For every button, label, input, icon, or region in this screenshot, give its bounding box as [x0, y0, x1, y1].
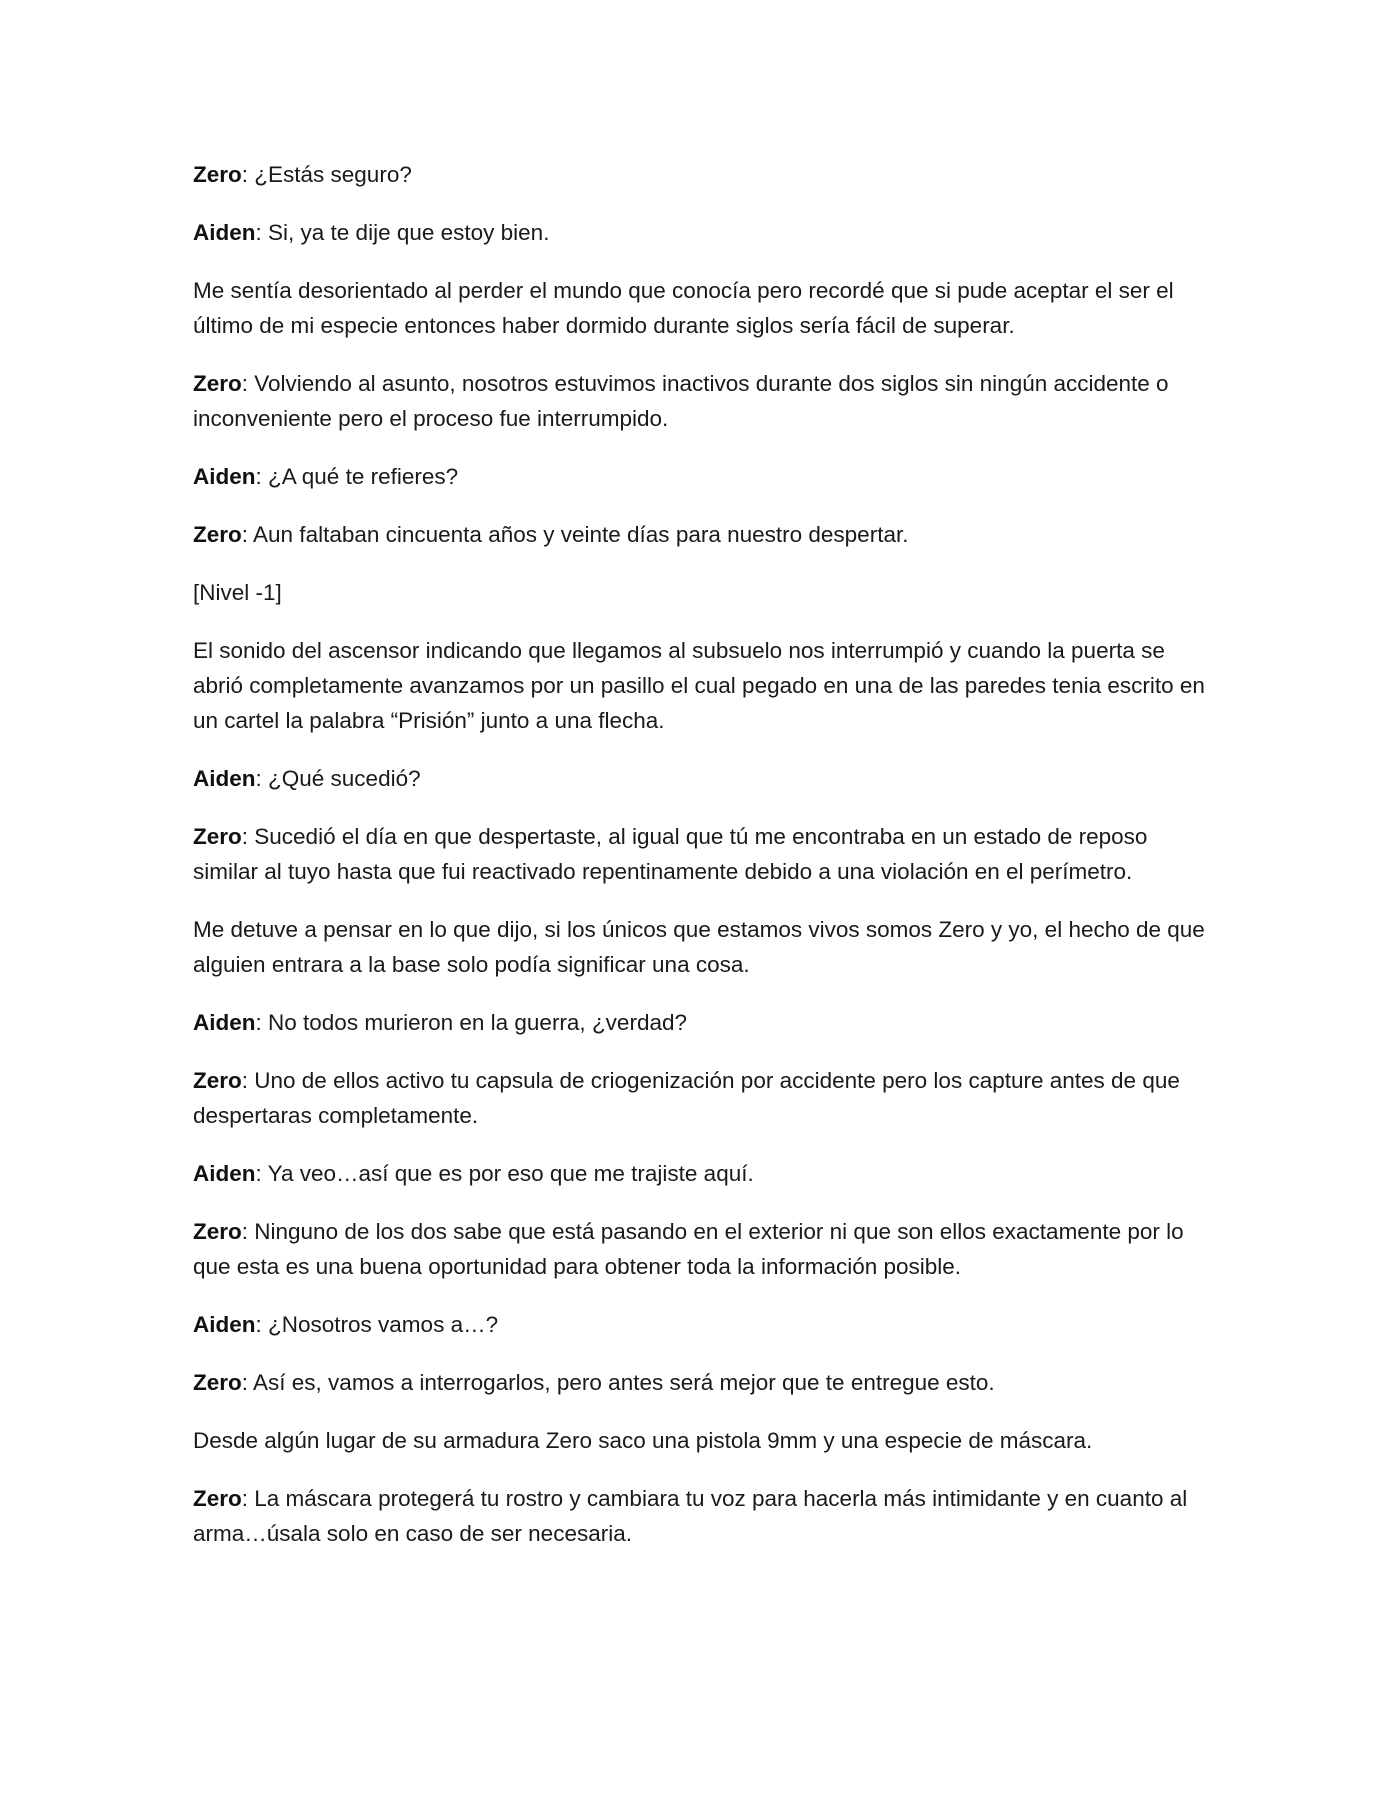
dialogue-paragraph	[193, 1156, 1213, 1191]
paragraph-text: Me detuve a pensar en lo que dijo, si los únicos que estamos vivos somos Zero y yo, el hecho de que alguien entrara a la base solo podía significar una cosa.	[193, 917, 1205, 977]
dialogue-paragraph	[193, 215, 1213, 250]
dialogue-paragraph	[193, 1214, 1213, 1284]
paragraph-text: : ¿Estás seguro?	[241, 162, 412, 187]
speaker-name: Zero	[193, 824, 242, 849]
speaker-name: Aiden	[193, 766, 256, 791]
paragraph-text: Desde algún lugar de su armadura Zero saco una pistola 9mm y una especie de máscara.	[193, 1428, 1093, 1453]
narration-paragraph	[193, 633, 1213, 738]
document-body	[193, 157, 1213, 1574]
scene-marker	[193, 575, 1213, 610]
paragraph-text: : ¿Nosotros vamos a…?	[255, 1312, 499, 1337]
paragraph-text: : ¿A qué te refieres?	[255, 464, 459, 489]
narration-paragraph	[193, 273, 1213, 343]
paragraph-text: : Volviendo al asunto, nosotros estuvimos inactivos durante dos siglos sin ningún accidente o inconveniente pero el proceso fue interrumpido.	[193, 371, 1169, 431]
speaker-name: Zero	[193, 522, 242, 547]
speaker-name: Aiden	[193, 220, 256, 245]
dialogue-paragraph	[193, 1481, 1213, 1551]
speaker-name: Zero	[193, 162, 242, 187]
narration-paragraph	[193, 1423, 1213, 1458]
dialogue-paragraph	[193, 761, 1213, 796]
paragraph-text: : Sucedió el día en que despertaste, al igual que tú me encontraba en un estado de reposo similar al tuyo hasta que fui reactivado repentinamente debido a una violación en el perímetro.	[193, 824, 1148, 884]
paragraph-text: : No todos murieron en la guerra, ¿verdad?	[255, 1010, 687, 1035]
paragraph-text: : Ninguno de los dos sabe que está pasando en el exterior ni que son ellos exactamente por lo que esta es una buena oportunidad para obtener toda la información posible.	[193, 1219, 1184, 1279]
dialogue-paragraph	[193, 819, 1213, 889]
dialogue-paragraph	[193, 157, 1213, 192]
paragraph-text: : Uno de ellos activo tu capsula de criogenización por accidente pero los capture antes de que despertaras completamente.	[193, 1068, 1180, 1128]
dialogue-paragraph	[193, 1365, 1213, 1400]
paragraph-text: : Aun faltaban cincuenta años y veinte días para nuestro despertar.	[241, 522, 909, 547]
speaker-name: Aiden	[193, 1010, 256, 1035]
speaker-name: Zero	[193, 1219, 242, 1244]
speaker-name: Zero	[193, 1068, 242, 1093]
paragraph-text: El sonido del ascensor indicando que llegamos al subsuelo nos interrumpió y cuando la puerta se abrió completamente avanzamos por un pasillo el cual pegado en una de las paredes tenia escrito en un cartel la palabra “Prisión” junto a una flecha.	[193, 638, 1205, 733]
speaker-name: Aiden	[193, 1161, 256, 1186]
speaker-name: Aiden	[193, 1312, 256, 1337]
paragraph-text: : ¿Qué sucedió?	[255, 766, 421, 791]
dialogue-paragraph	[193, 517, 1213, 552]
dialogue-paragraph	[193, 1063, 1213, 1133]
paragraph-text: Me sentía desorientado al perder el mundo que conocía pero recordé que si pude aceptar el ser el último de mi especie entonces haber dormido durante siglos sería fácil de superar.	[193, 278, 1174, 338]
speaker-name: Zero	[193, 1486, 242, 1511]
dialogue-paragraph	[193, 1005, 1213, 1040]
narration-paragraph	[193, 912, 1213, 982]
dialogue-paragraph	[193, 366, 1213, 436]
paragraph-text: : La máscara protegerá tu rostro y cambiara tu voz para hacerla más intimidante y en cuanto al arma…úsala solo en caso de ser necesaria.	[193, 1486, 1188, 1546]
paragraph-text: : Así es, vamos a interrogarlos, pero antes será mejor que te entregue esto.	[241, 1370, 995, 1395]
speaker-name: Zero	[193, 1370, 242, 1395]
paragraph-text: : Ya veo…así que es por eso que me trajiste aquí.	[255, 1161, 754, 1186]
dialogue-paragraph	[193, 1307, 1213, 1342]
paragraph-text: : Si, ya te dije que estoy bien.	[255, 220, 550, 245]
speaker-name: Zero	[193, 371, 242, 396]
paragraph-text: [Nivel -1]	[193, 580, 282, 605]
speaker-name: Aiden	[193, 464, 256, 489]
dialogue-paragraph	[193, 459, 1213, 494]
